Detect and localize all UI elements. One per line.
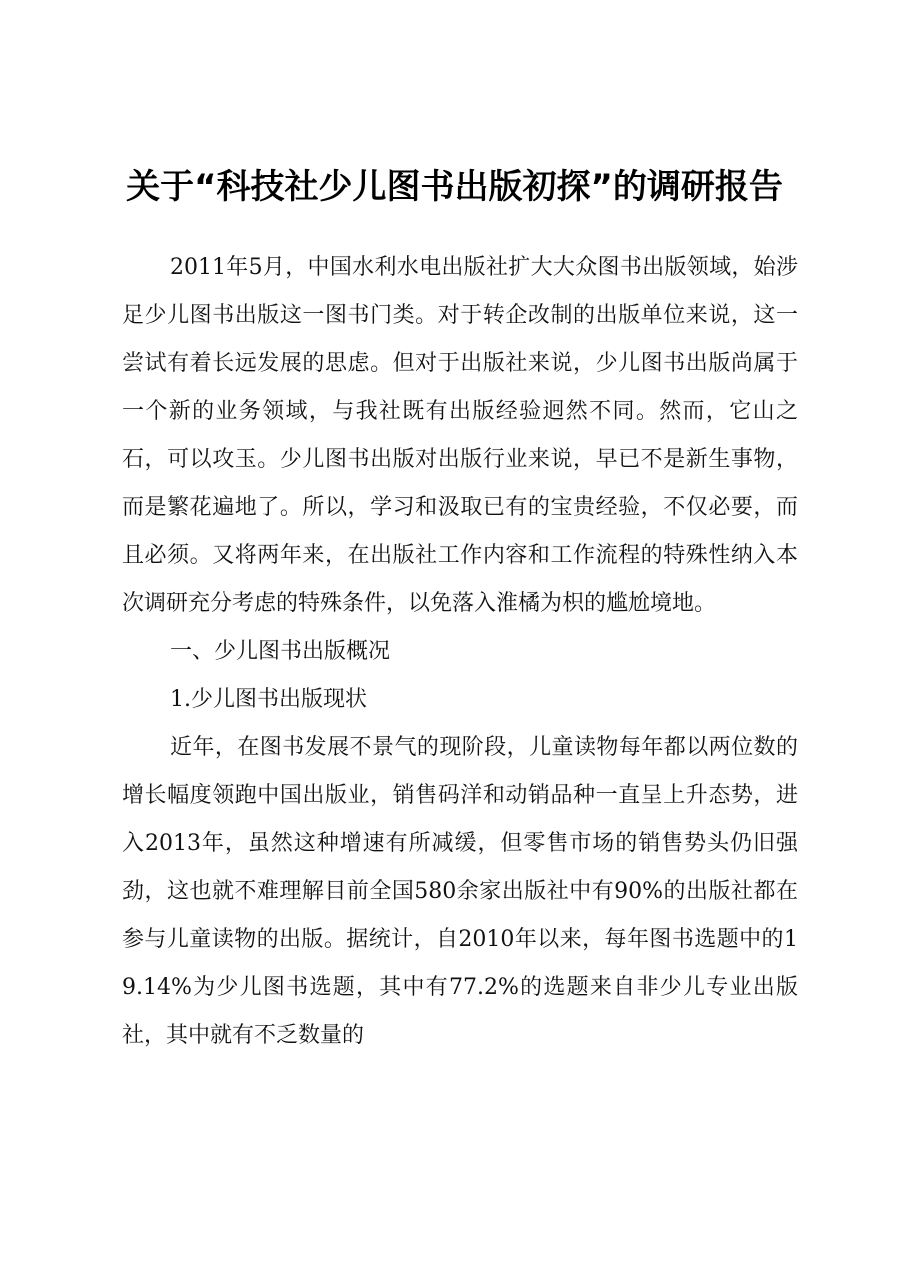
subsection-heading-status: 1.少儿图书出版现状: [170, 687, 367, 712]
document-body: [122, 244, 798, 1060]
paragraph-status: 近年，在图书发展不景气的现阶段，儿童读物每年都以两位数的增长幅度领跑中国出版业，销售码洋和动销品种一直呈上升态势，进入2013年，虽然这种增速有所减缓，但零售市场的销售势头仍旧强劲，这也就不难理解目前全国580余家出版社中有90%的出版社都在参与儿童读物的出版。据统计，自2010年以来，每年图书选题中的19.14%为少儿图书选题，其中有77.2%的选题来自非少儿专业出版社，其中就有不乏数量的: [122, 735, 798, 1048]
document-title: 关于“科技社少儿图书出版初探”的调研报告: [126, 167, 783, 207]
paragraph-intro: 2011年5月，中国水利水电出版社扩大大众图书出版领域，始涉足少儿图书出版这一图书门类。对于转企改制的出版单位来说，这一尝试有着长远发展的思虑。但对于出版社来说，少儿图书出版尚属于一个新的业务领域，与我社既有出版经验迥然不同。然而，它山之石，可以攻玉。少儿图书出版对出版行业来说，早已不是新生事物，而是繁花遍地了。所以，学习和汲取已有的宝贵经验，不仅必要，而且必须。又将两年来，在出版社工作内容和工作流程的特殊性纳入本次调研充分考虑的特殊条件，以免落入淮橘为枳的尴尬境地。: [122, 255, 798, 616]
section-heading-overview: 一、少儿图书出版概况: [170, 639, 391, 664]
